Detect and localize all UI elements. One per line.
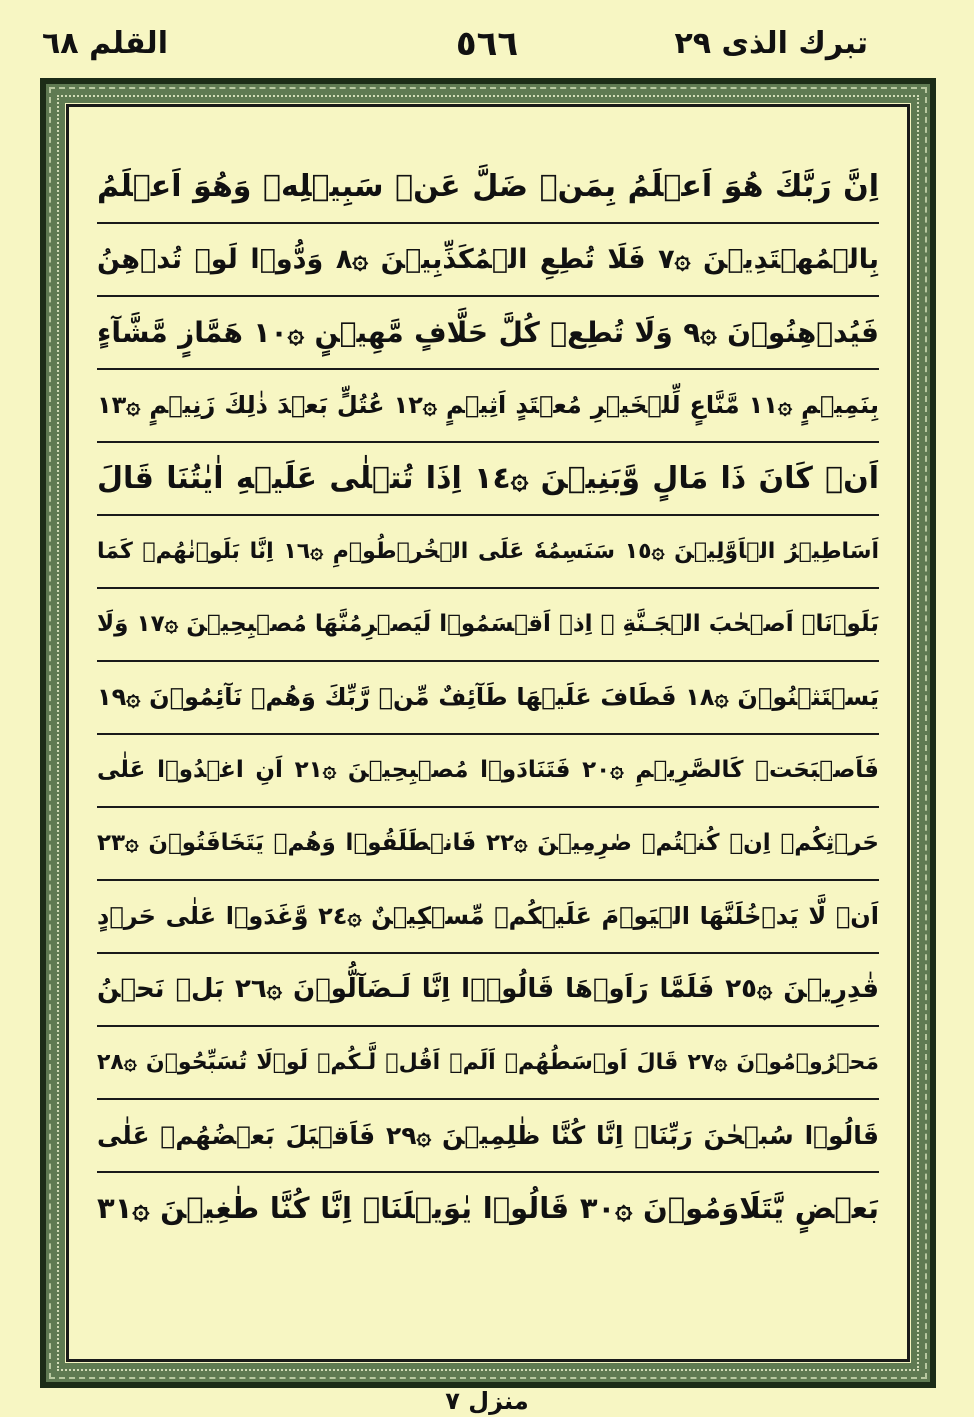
decorative-border (40, 78, 936, 1388)
text-line: يَسۡتَثۡنُوۡنَ ۞١٨ فَطَافَ عَلَيۡهَا طَآئِفٌ مِّنۡ رَّبِّكَ وَهُمۡ نَآئِمُوۡنَ ۞١٩ (97, 662, 879, 735)
text-line: بِالۡمُهۡتَدِيۡنَ ۞٧ فَلَا تُطِعِ الۡمُكَذِّبِيۡنَ ۞٨ وَدُّوۡا لَوۡ تُدۡهِنُ (97, 224, 879, 297)
text-line: بَلَوۡنَاۤ اَصۡحٰبَ الۡجَـنَّةِ ۚ اِذۡ اَقۡسَمُوۡا لَيَصۡرِمُنَّهَا مُصۡبِحِيۡنَ ۞١٧ وَلَا (97, 589, 879, 662)
text-line: اَنۡ لَّا يَدۡخُلَنَّهَا الۡيَوۡمَ عَلَيۡكُمۡ مِّسۡكِيۡنٌ ۞٢٤ وَّغَدَوۡا عَلٰى حَرۡدٍ (97, 881, 879, 954)
surah-label: القلم ٦٨ (42, 26, 168, 61)
text-line: بِنَمِيۡمٍ ۞١١ مَّنَّاعٍ لِّلۡخَيۡرِ مُعۡتَدٍ اَثِيۡمٍ ۞١٢ عُتُلٍّ بَعۡدَ ذٰلِكَ زَنِيۡمٍ ۞١٣ (97, 370, 879, 443)
text-line: بَعۡضٍ يَّتَلَاوَمُوۡنَ ۞٣٠ قَالُوۡا يٰوَيۡلَنَاۤ اِنَّا كُنَّا طٰغِيۡنَ ۞٣١ (97, 1191, 879, 1225)
text-line: قٰدِرِيۡنَ ۞٢٥ فَلَمَّا رَاَوۡهَا قَالُوۡۤا اِنَّا لَـضَآلُّوۡنَ ۞٢٦ بَلۡ نَحۡنُ (97, 954, 879, 1027)
juz-label: تبرك الذى ٢٩ (674, 26, 868, 61)
text-line: فَاَصۡبَحَتۡ كَالصَّرِيۡمِ ۞٢٠ فَتَنَادَوۡا مُصۡبِحِيۡنَ ۞٢١ اَنِ اغۡدُوۡا عَلٰى (97, 735, 879, 808)
text-line: مَحۡرُوۡمُوۡنَ ۞٢٧ قَالَ اَوۡسَطُهُمۡ اَلَمۡ اَقُلۡ لَّـكُمۡ لَوۡلَا تُسَبِّحُوۡنَ ۞٢٨ (97, 1027, 879, 1100)
text-line: اِنَّ رَبَّكَ هُوَ اَعۡلَمُ بِمَنۡ ضَلَّ عَنۡ سَبِيۡلِهٖ وَهُوَ اَعۡلَمُ (97, 151, 879, 224)
text-line: حَرۡثِكُمۡ اِنۡ كُنۡتُمۡ صٰرِمِيۡنَ ۞٢٢ فَانۡطَلَقُوۡا وَهُمۡ يَتَخَافَتُوۡنَ ۞٢٣ (97, 808, 879, 881)
text-line: قَالُوۡا سُبۡحٰنَ رَبِّنَاۤ اِنَّا كُنَّا ظٰلِمِيۡنَ ۞٢٩ فَاَقۡبَلَ بَعۡضُهُمۡ عَلٰى (97, 1100, 879, 1173)
manzil-footer: منزل ٧ (445, 1387, 529, 1415)
text-panel (66, 104, 910, 1362)
text-line: فَيُدۡهِنُوۡنَ ۞٩ وَلَا تُطِعۡ كُلَّ حَلَّافٍ مَّهِيۡنٍ ۞١٠ هَمَّازٍ مَّشَّآءٍ (97, 297, 879, 370)
text-line: اَنۡ كَانَ ذَا مَالٍ وَّبَنِيۡنَ ۞١٤ اِذَا تُتۡلٰى عَلَيۡهِ اٰيٰتُنَا قَالَ (97, 443, 879, 516)
page-header (0, 20, 974, 70)
text-line: اَسَاطِيۡرُ الۡاَوَّلِيۡنَ ۞١٥ سَنَسِمُهٗ عَلَى الۡخُرۡطُوۡمِ ۞١٦ اِنَّا بَلَوۡنٰهُمۡ كَمَا (97, 516, 879, 589)
page-number: ٥٦٦ (455, 24, 519, 64)
